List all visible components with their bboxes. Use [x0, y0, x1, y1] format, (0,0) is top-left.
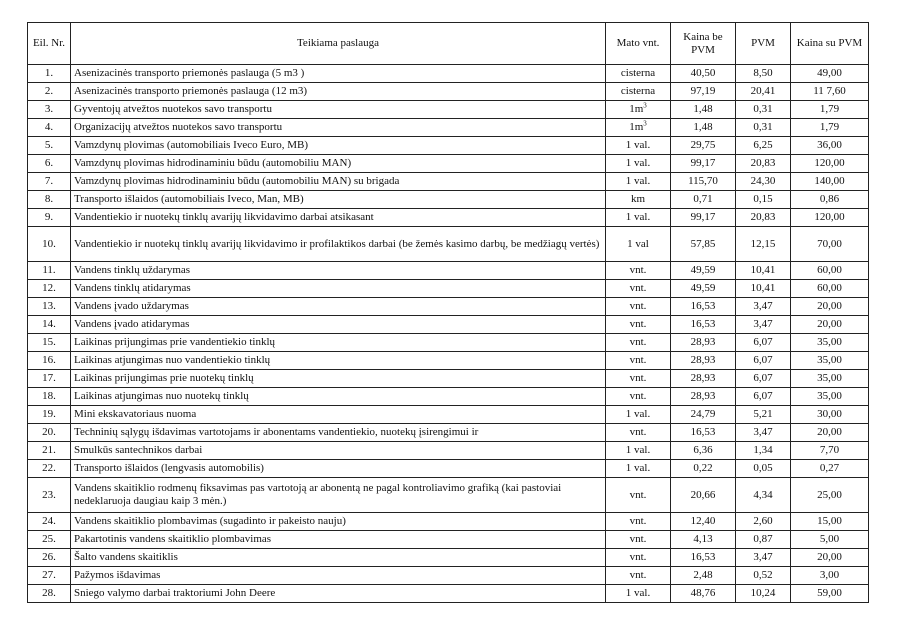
- service-name: Šalto vandens skaitiklis: [71, 549, 606, 567]
- row-number: 17.: [28, 370, 71, 388]
- table-row: [28, 388, 869, 406]
- table-row: [28, 406, 869, 424]
- table-row: [28, 334, 869, 352]
- price-no-vat: 115,70: [671, 173, 736, 191]
- row-number: 1.: [28, 65, 71, 83]
- price-no-vat: 28,93: [671, 352, 736, 370]
- price-with-vat: 0,86: [791, 191, 869, 209]
- price-with-vat: 11 7,60: [791, 83, 869, 101]
- unit: [606, 119, 671, 137]
- service-name: Techninių sąlygų išdavimas vartotojams ir abonentams vandentiekio, nuotekų įsirengimui ir: [71, 424, 606, 442]
- unit: vnt.: [606, 567, 671, 585]
- unit-superscript: 3: [643, 119, 647, 128]
- row-number: 23.: [28, 478, 71, 513]
- unit: 1 val.: [606, 155, 671, 173]
- service-name: Asenizacinės transporto priemonės paslauga (12 m3): [71, 83, 606, 101]
- vat: 10,41: [736, 280, 791, 298]
- price-with-vat: 30,00: [791, 406, 869, 424]
- header-vat: PVM: [736, 23, 791, 65]
- price-no-vat: 97,19: [671, 83, 736, 101]
- unit: cisterna: [606, 83, 671, 101]
- price-no-vat: 24,79: [671, 406, 736, 424]
- row-number: 22.: [28, 460, 71, 478]
- table-row: [28, 119, 869, 137]
- service-name: Pažymos išdavimas: [71, 567, 606, 585]
- row-number: 18.: [28, 388, 71, 406]
- service-name: Laikinas prijungimas prie nuotekų tinklų: [71, 370, 606, 388]
- service-name: Vamzdynų plovimas hidrodinaminiu būdu (automobiliu MAN) su brigada: [71, 173, 606, 191]
- row-number: 10.: [28, 227, 71, 262]
- unit: vnt.: [606, 478, 671, 513]
- price-with-vat: 1,79: [791, 101, 869, 119]
- unit: 1 val.: [606, 460, 671, 478]
- price-with-vat: 59,00: [791, 585, 869, 603]
- vat: 0,87: [736, 531, 791, 549]
- price-no-vat: 28,93: [671, 334, 736, 352]
- table-row: [28, 513, 869, 531]
- service-name: Vandens tinklų atidarymas: [71, 280, 606, 298]
- table-row: [28, 567, 869, 585]
- table-row: [28, 549, 869, 567]
- vat: 0,15: [736, 191, 791, 209]
- unit: 1 val: [606, 227, 671, 262]
- row-number: 12.: [28, 280, 71, 298]
- price-table: [27, 22, 869, 603]
- price-with-vat: 35,00: [791, 352, 869, 370]
- vat: 2,60: [736, 513, 791, 531]
- header-unit: Mato vnt.: [606, 23, 671, 65]
- vat: 5,21: [736, 406, 791, 424]
- table-row: [28, 424, 869, 442]
- unit: vnt.: [606, 388, 671, 406]
- table-row: [28, 191, 869, 209]
- price-with-vat: 35,00: [791, 388, 869, 406]
- price-no-vat: 99,17: [671, 209, 736, 227]
- service-name: Sniego valymo darbai traktoriumi John Deere: [71, 585, 606, 603]
- price-no-vat: 99,17: [671, 155, 736, 173]
- table-row: [28, 298, 869, 316]
- vat: 6,25: [736, 137, 791, 155]
- price-no-vat: 2,48: [671, 567, 736, 585]
- price-no-vat: 48,76: [671, 585, 736, 603]
- row-number: 19.: [28, 406, 71, 424]
- service-name: Vandens skaitiklio rodmenų fiksavimas pas vartotoją ar abonentą ne pagal kontroliavimo grafiką (kai pastoviai nedeklaruoja daugiau kaip 3 mėn.): [71, 478, 606, 513]
- price-no-vat: 28,93: [671, 388, 736, 406]
- row-number: 16.: [28, 352, 71, 370]
- price-with-vat: 60,00: [791, 262, 869, 280]
- table-row: [28, 262, 869, 280]
- row-number: 21.: [28, 442, 71, 460]
- unit-superscript: 3: [643, 101, 647, 110]
- table-row: [28, 460, 869, 478]
- vat: 20,83: [736, 209, 791, 227]
- price-no-vat: 16,53: [671, 549, 736, 567]
- vat: 3,47: [736, 316, 791, 334]
- vat: 3,47: [736, 424, 791, 442]
- vat: 20,41: [736, 83, 791, 101]
- unit: 1 val.: [606, 209, 671, 227]
- service-name: Asenizacinės transporto priemonės paslauga (5 m3 ): [71, 65, 606, 83]
- price-with-vat: 25,00: [791, 478, 869, 513]
- price-no-vat: 40,50: [671, 65, 736, 83]
- unit: vnt.: [606, 370, 671, 388]
- price-no-vat: 16,53: [671, 298, 736, 316]
- row-number: 6.: [28, 155, 71, 173]
- unit: vnt.: [606, 531, 671, 549]
- service-name: Vandens įvado uždarymas: [71, 298, 606, 316]
- row-number: 4.: [28, 119, 71, 137]
- vat: 3,47: [736, 549, 791, 567]
- price-with-vat: 20,00: [791, 549, 869, 567]
- service-name: Vandens skaitiklio plombavimas (sugadinto ir pakeisto nauju): [71, 513, 606, 531]
- price-no-vat: 0,71: [671, 191, 736, 209]
- service-name: Vamzdynų plovimas (automobiliais Iveco Euro, MB): [71, 137, 606, 155]
- service-name: Organizacijų atvežtos nuotekos savo transportu: [71, 119, 606, 137]
- vat: 0,31: [736, 101, 791, 119]
- row-number: 9.: [28, 209, 71, 227]
- price-no-vat: 1,48: [671, 101, 736, 119]
- unit: 1 val.: [606, 406, 671, 424]
- unit: vnt.: [606, 262, 671, 280]
- service-name: Vamzdynų plovimas hidrodinaminiu būdu (automobiliu MAN): [71, 155, 606, 173]
- service-name: Laikinas atjungimas nuo nuotekų tinklų: [71, 388, 606, 406]
- table-row: [28, 280, 869, 298]
- unit: vnt.: [606, 316, 671, 334]
- service-name: Smulkūs santechnikos darbai: [71, 442, 606, 460]
- unit: km: [606, 191, 671, 209]
- vat: 3,47: [736, 298, 791, 316]
- table-row: [28, 478, 869, 513]
- table-row: [28, 442, 869, 460]
- table-row: [28, 316, 869, 334]
- service-name: Vandentiekio ir nuotekų tinklų avarijų likvidavimo ir profilaktikos darbai (be žemės kasimo darbų, be medžiagų vertės): [71, 227, 606, 262]
- unit: vnt.: [606, 549, 671, 567]
- unit: vnt.: [606, 352, 671, 370]
- unit: 1 val.: [606, 442, 671, 460]
- vat: 6,07: [736, 334, 791, 352]
- price-with-vat: 120,00: [791, 209, 869, 227]
- unit: vnt.: [606, 424, 671, 442]
- service-name: Pakartotinis vandens skaitiklio plombavimas: [71, 531, 606, 549]
- row-number: 28.: [28, 585, 71, 603]
- price-no-vat: 20,66: [671, 478, 736, 513]
- price-no-vat: 16,53: [671, 424, 736, 442]
- price-with-vat: 120,00: [791, 155, 869, 173]
- price-no-vat: 4,13: [671, 531, 736, 549]
- service-name: Vandentiekio ir nuotekų tinklų avarijų likvidavimo darbai atsikasant: [71, 209, 606, 227]
- vat: 0,05: [736, 460, 791, 478]
- service-name: Transporto išlaidos (automobiliais Iveco, Man, MB): [71, 191, 606, 209]
- row-number: 27.: [28, 567, 71, 585]
- service-name: Laikinas prijungimas prie vandentiekio tinklų: [71, 334, 606, 352]
- price-no-vat: 49,59: [671, 262, 736, 280]
- table-row: [28, 585, 869, 603]
- price-with-vat: 5,00: [791, 531, 869, 549]
- table-row: [28, 227, 869, 262]
- price-with-vat: 35,00: [791, 370, 869, 388]
- price-no-vat: 1,48: [671, 119, 736, 137]
- price-with-vat: 60,00: [791, 280, 869, 298]
- table-row: [28, 65, 869, 83]
- row-number: 8.: [28, 191, 71, 209]
- unit: cisterna: [606, 65, 671, 83]
- unit: vnt.: [606, 298, 671, 316]
- price-no-vat: 16,53: [671, 316, 736, 334]
- table-row: [28, 173, 869, 191]
- price-with-vat: 140,00: [791, 173, 869, 191]
- service-name: Mini ekskavatoriaus nuoma: [71, 406, 606, 424]
- price-with-vat: 49,00: [791, 65, 869, 83]
- row-number: 13.: [28, 298, 71, 316]
- row-number: 26.: [28, 549, 71, 567]
- vat: 12,15: [736, 227, 791, 262]
- price-with-vat: 36,00: [791, 137, 869, 155]
- unit: 1 val.: [606, 585, 671, 603]
- price-no-vat: 6,36: [671, 442, 736, 460]
- header-price-no-vat: Kaina be PVM: [671, 23, 736, 65]
- vat: 4,34: [736, 478, 791, 513]
- row-number: 11.: [28, 262, 71, 280]
- unit: vnt.: [606, 280, 671, 298]
- table-row: [28, 137, 869, 155]
- price-with-vat: 7,70: [791, 442, 869, 460]
- vat: 6,07: [736, 352, 791, 370]
- service-name: Vandens tinklų uždarymas: [71, 262, 606, 280]
- row-number: 7.: [28, 173, 71, 191]
- table-row: [28, 155, 869, 173]
- table-row: [28, 101, 869, 119]
- table-row: [28, 209, 869, 227]
- price-no-vat: 12,40: [671, 513, 736, 531]
- table-row: [28, 83, 869, 101]
- price-with-vat: 3,00: [791, 567, 869, 585]
- unit: vnt.: [606, 334, 671, 352]
- price-no-vat: 57,85: [671, 227, 736, 262]
- price-with-vat: 0,27: [791, 460, 869, 478]
- price-with-vat: 70,00: [791, 227, 869, 262]
- price-no-vat: 29,75: [671, 137, 736, 155]
- vat: 1,34: [736, 442, 791, 460]
- unit-text: 1m: [629, 121, 644, 133]
- unit: 1 val.: [606, 137, 671, 155]
- vat: 24,30: [736, 173, 791, 191]
- service-name: Gyventojų atvežtos nuotekos savo transportu: [71, 101, 606, 119]
- price-no-vat: 28,93: [671, 370, 736, 388]
- vat: 0,31: [736, 119, 791, 137]
- vat: 20,83: [736, 155, 791, 173]
- row-number: 24.: [28, 513, 71, 531]
- price-with-vat: 20,00: [791, 316, 869, 334]
- row-number: 5.: [28, 137, 71, 155]
- table-header-row: [28, 23, 869, 65]
- unit-text: 1m: [629, 103, 644, 115]
- price-with-vat: 20,00: [791, 424, 869, 442]
- price-with-vat: 35,00: [791, 334, 869, 352]
- unit: [606, 101, 671, 119]
- vat: 6,07: [736, 388, 791, 406]
- service-name: Transporto išlaidos (lengvasis automobilis): [71, 460, 606, 478]
- table-row: [28, 531, 869, 549]
- header-price-with-vat: Kaina su PVM: [791, 23, 869, 65]
- vat: 0,52: [736, 567, 791, 585]
- service-name: Vandens įvado atidarymas: [71, 316, 606, 334]
- vat: 6,07: [736, 370, 791, 388]
- service-name: Laikinas atjungimas nuo vandentiekio tinklų: [71, 352, 606, 370]
- row-number: 20.: [28, 424, 71, 442]
- price-with-vat: 15,00: [791, 513, 869, 531]
- unit: 1 val.: [606, 173, 671, 191]
- row-number: 25.: [28, 531, 71, 549]
- table-row: [28, 352, 869, 370]
- unit: vnt.: [606, 513, 671, 531]
- price-with-vat: 1,79: [791, 119, 869, 137]
- header-nr: Eil. Nr.: [28, 23, 71, 65]
- row-number: 15.: [28, 334, 71, 352]
- table-row: [28, 370, 869, 388]
- row-number: 2.: [28, 83, 71, 101]
- price-no-vat: 0,22: [671, 460, 736, 478]
- row-number: 14.: [28, 316, 71, 334]
- vat: 10,24: [736, 585, 791, 603]
- price-with-vat: 20,00: [791, 298, 869, 316]
- price-no-vat: 49,59: [671, 280, 736, 298]
- row-number: 3.: [28, 101, 71, 119]
- header-service: Teikiama paslauga: [71, 23, 606, 65]
- vat: 10,41: [736, 262, 791, 280]
- vat: 8,50: [736, 65, 791, 83]
